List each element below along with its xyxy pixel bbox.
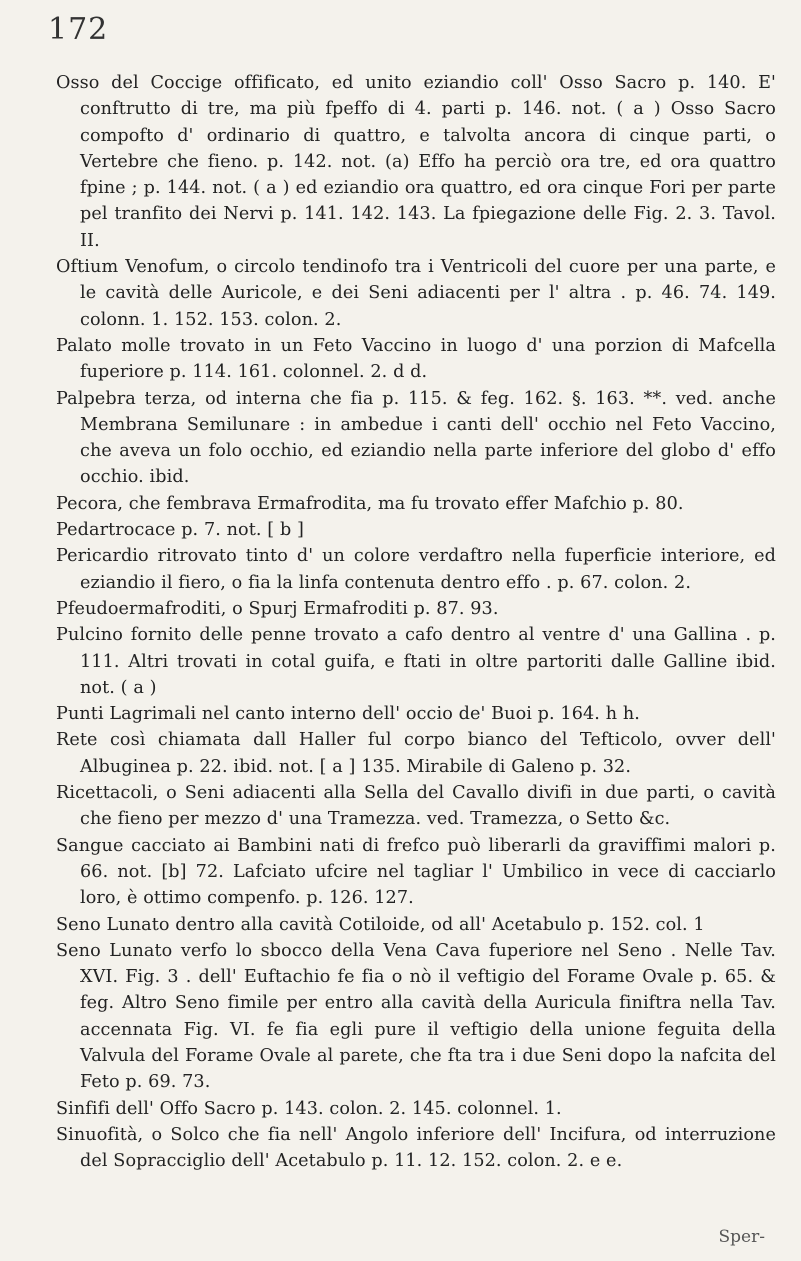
index-entry-palato: Palato molle trovato in un Feto Vaccino in luogo d' una porzion di Mafcella fuperiore p. 114. 161. colonnel. 2. d d. <box>56 335 776 383</box>
index-entry-pericardio: Pericardio ritrovato tinto d' un colore verdaftro nella fuperficie interiore, ed eziandio il fiero, o fia la linfa contenuta dentro effo . p. 67. colon. 2. <box>56 546 776 593</box>
index-entry-palpebra: Palpebra terza, od interna che fia p. 115. & feg. 162. §. 163. **. ved. anche Membrana Semilunare : in ambedue i canti dell' occhio nel Feto Vaccino, che aveva un folo occhio, ed eziandio nella parte inferiore del globo d' effo occhio. ibid. <box>56 388 776 488</box>
index-entry-seno-lunato-cotiloide: Seno Lunato dentro alla cavità Cotiloide, od all' Acetabulo p. 152. col. 1 <box>56 914 705 935</box>
index-entry-pseudoermafroditi: Pfeudoermafroditi, o Spurj Ermafroditi p. 87. 93. <box>56 598 499 619</box>
index-entry-osso: Osso del Coccige offificato, ed unito eziandio coll' Osso Sacro p. 140. E' conftrutto di tre, ma più fpeffo di 4. parti p. 146. not. ( a ) Osso Sacro compofto d' ordinario di quattro, e talvolta ancora di cinque parti, o Vertebre che fieno. p. 142. not. (a) Effo ha perciò ora tre, ed ora quattro fpine ; p. 144. not. ( a ) ed eziandio ora quattro, ed ora cinque Fori per parte pel tranfito dei Nervi p. 141. 142. 143. La fpiegazione delle Fig. 2. 3. Tavol. II. <box>56 73 776 251</box>
index-entries <box>56 70 776 1174</box>
index-entry-ostium-venosum: Oftium Venofum, o circolo tendinofo tra i Ventricoli del cuore per una parte, e le cavità delle Auricole, e dei Seni adiacenti per l' altra . p. 46. 74. 149. colonn. 1. 152. 153. colon. 2. <box>56 257 776 330</box>
index-entry-sinuosita: Sinuofità, o Solco che fia nell' Angolo inferiore dell' Incifura, od interruzione del Sopracciglio dell' Acetabulo p. 11. 12. 152. colon. 2. e e. <box>56 1124 776 1172</box>
index-entry-rete: Rete così chiamata dall Haller ful corpo bianco del Tefticolo, ovver dell' Albuginea p. 22. ibid. not. [ a ] 135. Mirabile di Galeno p. 32. <box>56 730 776 777</box>
index-entry-ricettacoli: Ricettacoli, o Seni adiacenti alla Sella del Cavallo divifi in due parti, o cavità che fieno per mezzo d' una Tramezza. ved. Tramezza, o Setto &c. <box>56 783 776 830</box>
index-entry-sinfisi: Sinfifi dell' Offo Sacro p. 143. colon. 2. 145. colonnel. 1. <box>56 1098 562 1119</box>
index-entry-punti-lagrimali: Punti Lagrimali nel canto interno dell' occio de' Buoi p. 164. h h. <box>56 704 640 725</box>
index-entry-sangue: Sangue cacciato ai Bambini nati di frefco può liberarli da graviffimi malori p. 66. not. [b] 72. Lafciato ufcire nel tagliar l' Umbilico in vece di cacciarlo loro, è ottimo compenfo. p. 126. 127. <box>56 835 776 909</box>
page-number: 172 <box>48 12 109 47</box>
index-entry-pulcino: Pulcino fornito delle penne trovato a cafo dentro al ventre d' una Gallina . p. 111. Altri trovati in cotal guifa, e ftati in oltre partoriti dalle Galline ibid. not. ( a ) <box>56 625 776 698</box>
index-entry-seno-lunato-vena-cava: Seno Lunato verfo lo sbocco della Vena Cava fuperiore nel Seno . Nelle Tav. XVI. Fig. 3 . dell' Euftachio fe fia o nò il veftigio del Forame Ovale p. 65. & feg. Altro Seno fimile per entro alla cavità della Auricula finiftra nella Tav. accennata Fig. VI. fe fia egli pure il veftigio della unione feguita della Valvula del Forame Ovale al parete, che fta tra i due Seni dopo la nafcita del Feto p. 69. 73. <box>56 940 776 1093</box>
index-entry-pecora: Pecora, che fembrava Ermafrodita, ma fu trovato effer Mafchio p. 80. <box>56 493 684 514</box>
catchword: Sper- <box>718 1227 765 1247</box>
index-entry-pedartrocace: Pedartrocace p. 7. not. [ b ] <box>56 520 304 541</box>
